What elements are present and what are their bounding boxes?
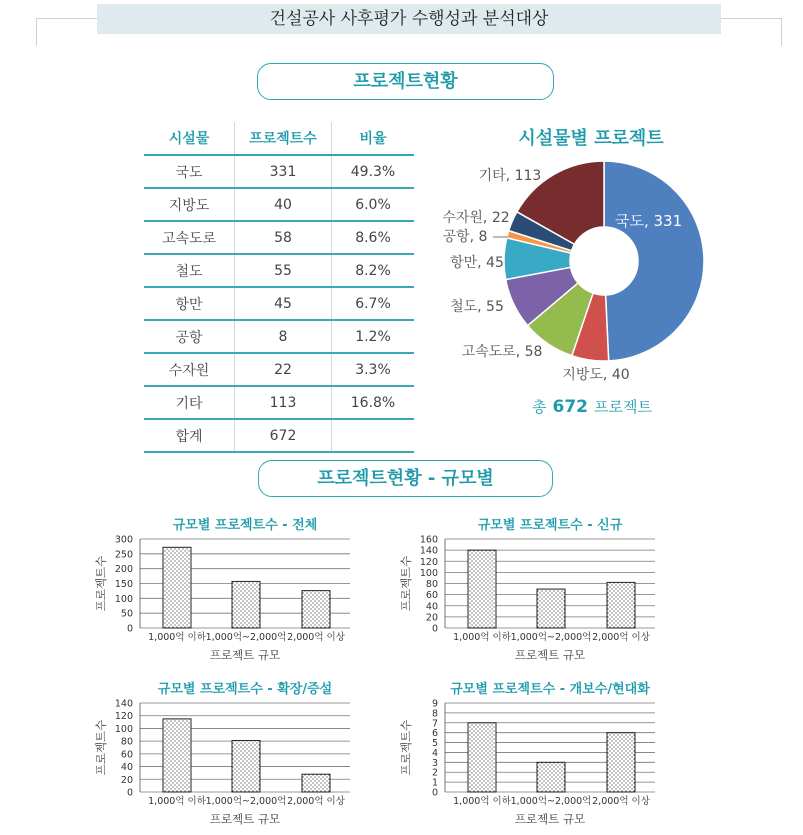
table-cell: 113 [235, 386, 332, 419]
y-tick-label: 3 [431, 757, 438, 769]
header-frame-left-v [36, 18, 37, 46]
y-tick-label: 6 [431, 728, 438, 740]
y-tick-label: 1 [431, 777, 438, 789]
x-axis-label: 프로젝트 규모 [209, 648, 281, 662]
table-row [144, 221, 414, 254]
x-tick-label: 2,000억 이상 [592, 632, 650, 643]
y-tick-label: 0 [431, 787, 438, 799]
bar-chart-total [90, 512, 380, 667]
table-row [144, 287, 414, 320]
section-title-status: 프로젝트현황 [257, 63, 554, 100]
table-row [144, 353, 414, 386]
bar [537, 589, 565, 628]
x-axis-label: 프로젝트 규모 [514, 648, 586, 662]
pie-slice-label: 항만, 45 [450, 255, 504, 271]
table-cell: 16.8% [332, 386, 415, 419]
table-row [144, 188, 414, 221]
table-row [144, 419, 414, 452]
table-cell: 기타 [144, 386, 235, 419]
pie-slice-label: 철도, 55 [450, 299, 504, 315]
x-tick-label: 2,000억 이상 [287, 632, 345, 643]
table-cell: 국도 [144, 155, 235, 188]
pie-slice-label: 기타, 113 [478, 168, 542, 184]
table-cell: 1.2% [332, 320, 415, 353]
bar-chart-expansion [90, 676, 380, 831]
section-title-by-size: 프로젝트현황 - 규모별 [258, 460, 553, 497]
table-row [144, 386, 414, 419]
bar [163, 547, 191, 628]
bar [302, 591, 330, 628]
table-cell: 6.7% [332, 287, 415, 320]
pie-title: 시설물별 프로젝트 [518, 128, 664, 149]
pie-slice-label: 공항, 8 [442, 229, 488, 245]
y-tick-label: 80 [425, 579, 438, 590]
pie-slice-label: 지방도, 40 [562, 367, 630, 383]
y-tick-label: 100 [419, 567, 438, 579]
project-table [144, 122, 414, 453]
x-tick-label: 1,000억~2,000억 [510, 796, 592, 807]
y-tick-label: 50 [120, 608, 133, 620]
y-tick-label: 8 [431, 708, 438, 720]
table-cell: 6.0% [332, 188, 415, 221]
pie-total-prefix: 총 [532, 398, 547, 416]
x-tick-label: 1,000억 이하 [148, 796, 206, 807]
table-header-cell: 프로젝트수 [235, 122, 332, 155]
x-tick-label: 1,000억 이하 [453, 796, 511, 807]
y-tick-label: 0 [431, 623, 438, 635]
pie-slice-label: 국도, 331 [615, 212, 683, 230]
table-header-cell: 시설물 [144, 122, 235, 155]
x-axis-label: 프로젝트 규모 [514, 812, 586, 826]
pie-slice [604, 161, 704, 361]
chart-title: 규모별 프로젝트수 - 개보수/현대화 [450, 682, 650, 697]
chart-title: 규모별 프로젝트수 - 전체 [172, 518, 318, 533]
table-cell: 3.3% [332, 353, 415, 386]
bar [163, 719, 191, 792]
table-cell: 58 [235, 221, 332, 254]
bar [232, 581, 260, 628]
pie-total-value: 672 [552, 397, 589, 417]
table-cell: 지방도 [144, 188, 235, 221]
y-tick-label: 9 [431, 698, 438, 710]
table-cell: 672 [235, 419, 332, 452]
y-tick-label: 2 [431, 767, 438, 779]
table-cell: 항만 [144, 287, 235, 320]
y-tick-label: 120 [114, 711, 133, 723]
bar [607, 582, 635, 628]
header-frame-right-h [721, 18, 782, 19]
chart-title: 규모별 프로젝트수 - 신규 [477, 518, 623, 533]
table-cell: 8 [235, 320, 332, 353]
y-tick-label: 60 [120, 749, 133, 761]
table-cell: 55 [235, 254, 332, 287]
y-tick-label: 250 [114, 549, 133, 561]
y-tick-label: 150 [114, 579, 133, 590]
y-tick-label: 40 [120, 762, 133, 774]
header-frame-left-h [36, 18, 97, 19]
y-tick-label: 40 [425, 601, 438, 613]
y-tick-label: 7 [431, 718, 438, 730]
table-header-cell: 비율 [332, 122, 415, 155]
y-tick-label: 0 [126, 787, 133, 799]
y-tick-label: 200 [114, 564, 133, 576]
bar [232, 741, 260, 792]
table-cell: 49.3% [332, 155, 415, 188]
table-header-row [144, 122, 414, 155]
bar [468, 550, 496, 628]
y-axis-label: 프로젝트수 [399, 719, 413, 776]
y-axis-label: 프로젝트수 [94, 555, 108, 612]
y-tick-label: 5 [431, 738, 438, 750]
table-cell: 8.6% [332, 221, 415, 254]
table-cell: 고속도로 [144, 221, 235, 254]
table-row [144, 155, 414, 188]
y-tick-label: 60 [425, 590, 438, 602]
table-row [144, 254, 414, 287]
bar [607, 733, 635, 792]
x-tick-label: 2,000억 이상 [592, 796, 650, 807]
y-tick-label: 300 [114, 534, 133, 546]
x-tick-label: 1,000억 이하 [453, 632, 511, 643]
table-row [144, 320, 414, 353]
y-tick-label: 160 [419, 534, 438, 546]
x-tick-label: 1,000억~2,000억 [510, 632, 592, 643]
table-cell: 철도 [144, 254, 235, 287]
pie-total-label [532, 397, 652, 417]
pie-slice-label: 고속도로, 58 [461, 344, 543, 360]
y-tick-label: 0 [126, 623, 133, 635]
x-axis-label: 프로젝트 규모 [209, 812, 281, 826]
pie-slice-label: 수자원, 22 [442, 210, 510, 226]
table-cell: 공항 [144, 320, 235, 353]
header-frame-right-v [781, 18, 782, 46]
table-cell: 8.2% [332, 254, 415, 287]
x-tick-label: 2,000억 이상 [287, 796, 345, 807]
y-tick-label: 20 [120, 774, 133, 786]
bar-chart-new [395, 512, 685, 667]
table-cell: 45 [235, 287, 332, 320]
x-tick-label: 1,000억~2,000억 [205, 632, 287, 643]
page-title: 건설공사 사후평가 수행성과 분석대상 [269, 9, 549, 29]
y-tick-label: 140 [419, 545, 438, 557]
bar [537, 762, 565, 792]
y-axis-label: 프로젝트수 [399, 555, 413, 612]
bar [468, 723, 496, 792]
table-cell: 40 [235, 188, 332, 221]
bar [302, 774, 330, 792]
y-tick-label: 80 [120, 736, 133, 748]
donut-chart [420, 115, 803, 430]
pie-total-suffix: 프로젝트 [594, 398, 652, 416]
y-axis-label: 프로젝트수 [94, 719, 108, 776]
y-tick-label: 100 [114, 593, 133, 605]
table-cell: 수자원 [144, 353, 235, 386]
y-tick-label: 4 [431, 747, 438, 759]
y-tick-label: 20 [425, 612, 438, 624]
table-cell: 22 [235, 353, 332, 386]
y-tick-label: 100 [114, 723, 133, 735]
table-cell [332, 419, 415, 452]
bar-chart-renovation [395, 676, 685, 831]
x-tick-label: 1,000억 이하 [148, 632, 206, 643]
y-tick-label: 140 [114, 698, 133, 710]
table-cell: 331 [235, 155, 332, 188]
y-tick-label: 120 [419, 556, 438, 568]
table-cell: 합계 [144, 419, 235, 452]
x-tick-label: 1,000억~2,000억 [205, 796, 287, 807]
chart-title: 규모별 프로젝트수 - 확장/증설 [157, 682, 333, 697]
